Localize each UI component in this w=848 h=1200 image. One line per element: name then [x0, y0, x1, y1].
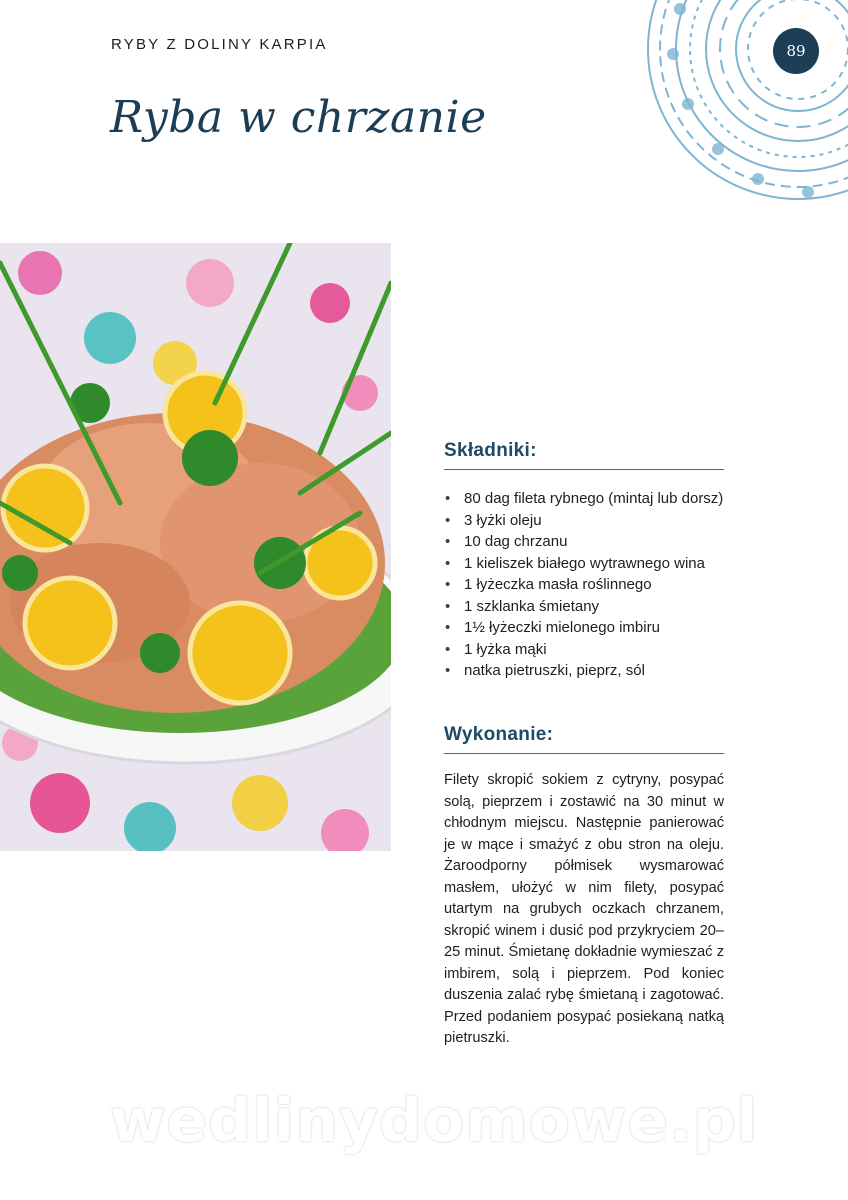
- recipe-title: Ryba w chrzanie: [110, 92, 487, 143]
- method-text: Filety skropić sokiem z cytryny, posypać solą, pieprzem i zostawić na 30 minut w chłodnym miejscu. Następnie panierować je w mące i smażyć z obu stron na oleju. Żaroodporny półmisek wysmarować masłem, ułożyć w nim filety, posypać utartym na grubych oczkach chrzanem, skropić winem i dusić pod przykryciem 20–25 minut. Śmietanę dokładnie wymieszać z imbirem, solą i pieprzem. Pod koniec duszenia zalać rybę śmietaną i zagotować. Przed podaniem posypać posiekaną natką pietruszki.: [444, 772, 724, 1046]
- ingredient-item: • 10 dag chrzanu: [444, 531, 734, 553]
- watermark: wedlinydomowe.pl: [110, 1086, 759, 1156]
- ingredient-item: • natka pietruszki, pieprz, sól: [444, 660, 734, 682]
- ingredient-item: • 1 kieliszek białego wytrawnego wina: [444, 553, 734, 575]
- ingredient-item: • 80 dag fileta rybnego (mintaj lub dorsz): [444, 488, 734, 510]
- ingredient-item: • 3 łyżki oleju: [444, 510, 734, 532]
- ingredients-heading: Składniki:: [444, 440, 724, 470]
- ingredient-item: • 1½ łyżeczki mielonego imbiru: [444, 617, 734, 639]
- ingredient-item: • 1 łyżka mąki: [444, 639, 734, 661]
- method-heading: Wykonanie:: [444, 724, 724, 754]
- ingredients-list: [444, 488, 734, 682]
- fish-dish-photo: [0, 243, 391, 851]
- lace-ornament: [618, 0, 848, 224]
- page-number-badge: 89: [773, 28, 819, 74]
- ingredient-item: • 1 łyżeczka masła roślinnego: [444, 574, 734, 596]
- ingredient-item: • 1 szklanka śmietany: [444, 596, 734, 618]
- running-head: RYBY Z DOLINY KARPIA: [111, 36, 328, 53]
